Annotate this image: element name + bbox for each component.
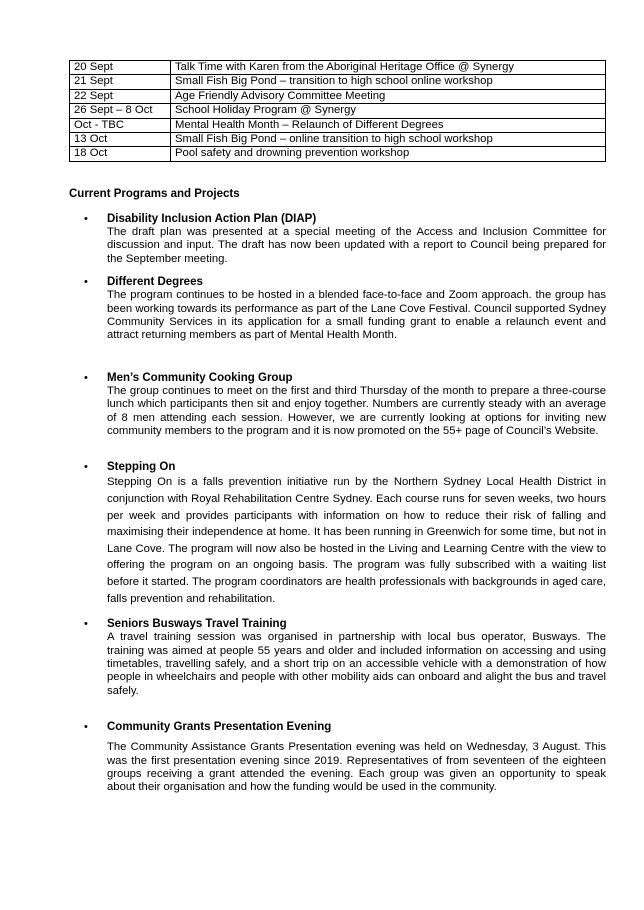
bullet-icon: • [84, 213, 88, 225]
program-title: Disability Inclusion Action Plan (DIAP) [107, 213, 317, 225]
program-title: Different Degrees [107, 276, 203, 289]
events-table [69, 60, 606, 162]
table-row [70, 104, 606, 118]
table-row [70, 75, 606, 89]
program-item-stepping-on [69, 460, 606, 607]
program-item-grants-evening [69, 720, 606, 795]
table-row [70, 89, 606, 103]
program-item-diap [69, 212, 606, 266]
program-body: The program continues to be hosted in a blended face-to-face and Zoom approach. the group has been working towards its performance as part of the Lane Cove Festival. Council supported Sydney Community Services in its application for a small funding grant to enable a relaunch event and attract returning members as part of Mental Health Month. [107, 289, 606, 342]
event-description: Age Friendly Advisory Committee Meeting [171, 89, 606, 103]
program-body: Stepping On is a falls prevention initiative run by the Northern Sydney Local Health District in conjunction with Royal Rehabilitation Centre Sydney. Each course runs for seven weeks, two hours per week and provides participants with information on how to reduce their risk of falling and maximising their independence at home. It has been running in Greenwich for some time, but not in Lane Cove. The program will now also be hosted in the Living and Learning Centre with the view to offering the program on an ongoing basis. The program was fully subscribed with a waiting list before it started. The program coordinators are health professionals with backgrounds in aged care, falls prevention and rehabilitation. [107, 476, 606, 605]
bullet-icon: • [84, 276, 88, 289]
program-title: Community Grants Presentation Evening [107, 721, 332, 734]
program-body: The group continues to meet on the first and third Thursday of the month to prepare a three-course lunch which participants then sit and enjoy together. Numbers are currently steady with an average of 8 men attending each session. However, we are currently looking at options for inviting new community members to the program and it is now promoted on the 55+ page of Council’s Website. [107, 384, 606, 438]
event-date: 18 Oct [70, 147, 171, 161]
event-description: Small Fish Big Pond – online transition to high school workshop [171, 133, 606, 147]
document-page [69, 60, 606, 794]
event-description: Pool safety and drowning prevention workshop [171, 147, 606, 161]
event-description: Talk Time with Karen from the Aboriginal Heritage Office @ Synergy [171, 61, 606, 75]
program-item-mens-cooking [69, 371, 606, 439]
event-date: Oct - TBC [70, 118, 171, 132]
section-title: Current Programs and Projects [69, 188, 240, 200]
table-row [70, 61, 606, 75]
program-title: Seniors Busways Travel Training [107, 618, 287, 631]
bullet-icon: • [84, 721, 88, 734]
bullet-icon: • [84, 461, 88, 474]
table-row [70, 133, 606, 147]
event-date: 13 Oct [70, 133, 171, 147]
event-date: 26 Sept – 8 Oct [70, 104, 171, 118]
program-body: The draft plan was presented at a special meeting of the Access and Inclusion Committee for discussion and input. The draft has now been updated with a report to Council being prepared for the September meeting. [107, 226, 606, 265]
bullet-icon: • [84, 618, 88, 631]
program-title: Men’s Community Cooking Group [107, 371, 293, 384]
bullet-icon: • [84, 371, 88, 384]
event-description: Mental Health Month – Relaunch of Different Degrees [171, 118, 606, 132]
program-body: The Community Assistance Grants Presentation evening was held on Wednesday, 3 August. This was the first presentation evening since 2019. Representatives of from seventeen of the eighteen groups receiving a grant attended the evening. Each group was given an opportunity to speak about their organisation and how the funding would be used in the community. [107, 741, 606, 794]
programs-list [69, 212, 606, 795]
program-body: A travel training session was organised in partnership with local bus operator, Busways. The training was aimed at people 55 years and older and included information on accessing and using timetables, travelling safely, and a short trip on an accessible vehicle with a demonstration of how people in wheelchairs and people with other mobility aids can onboard and alight the bus and travel safely. [107, 631, 606, 697]
event-date: 21 Sept [70, 75, 171, 89]
event-date: 20 Sept [70, 61, 171, 75]
event-description: School Holiday Program @ Synergy [171, 104, 606, 118]
program-item-busways [69, 617, 606, 698]
event-date: 22 Sept [70, 89, 171, 103]
program-item-different-degrees [69, 275, 606, 343]
program-title: Stepping On [107, 461, 176, 474]
table-row [70, 147, 606, 161]
event-description: Small Fish Big Pond – transition to high school online workshop [171, 75, 606, 89]
table-row [70, 118, 606, 132]
